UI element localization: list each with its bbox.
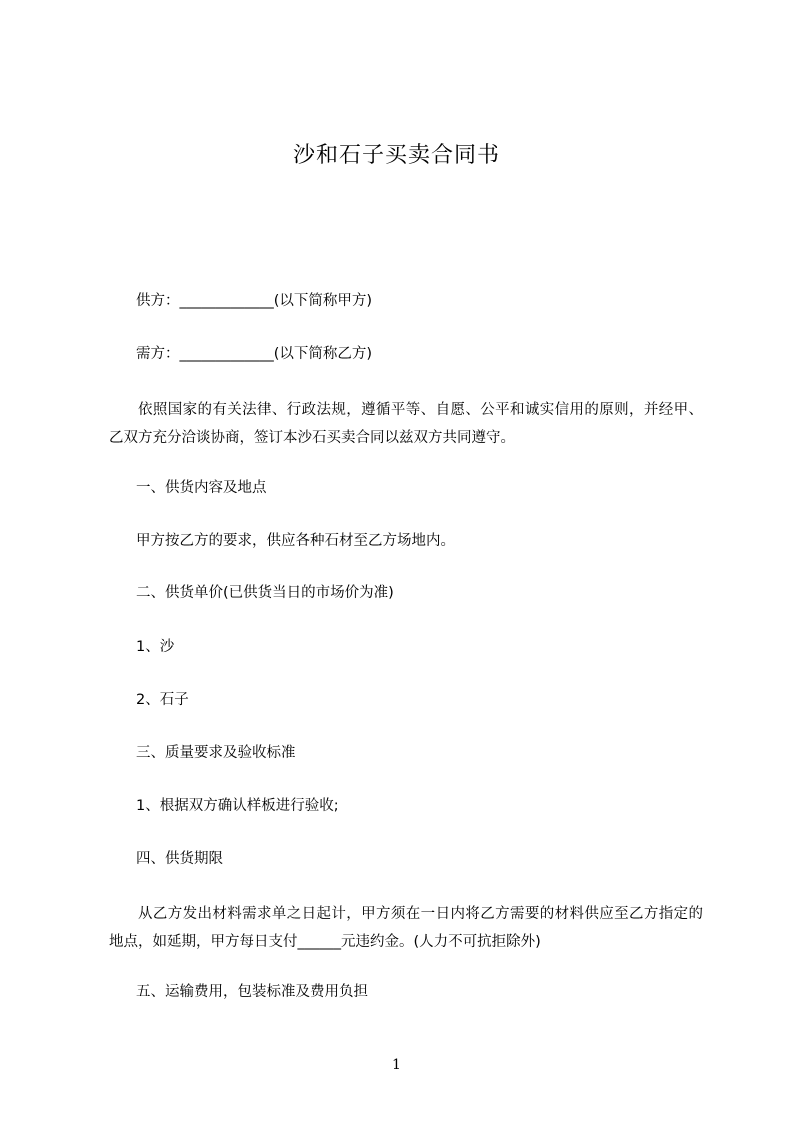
section-3-heading: 三、质量要求及验收标准 bbox=[136, 745, 296, 761]
section-2-heading: 二、供货单价(已供货当日的市场价为准) bbox=[136, 585, 394, 601]
supplier-line: 供方：_____________(以下简称甲方) bbox=[136, 293, 373, 309]
buyer-line: 需方：_____________(以下简称乙方) bbox=[136, 346, 373, 362]
intro-paragraph: 依照国家的有关法律、行政法规，遵循平等、自愿、公平和诚实信用的原则，并经甲、乙双方充分洽谈协商，签订本沙石买卖合同以兹双方共同遵守。 bbox=[109, 402, 703, 446]
document-title: 沙和石子买卖合同书 bbox=[292, 143, 500, 168]
section-3-item-1: 1、根据双方确认样板进行验收; bbox=[136, 798, 339, 814]
section-5-heading: 五、运输费用，包装标准及费用负担 bbox=[136, 984, 368, 1000]
section-2-item-sand: 1、沙 bbox=[136, 639, 175, 655]
section-2-item-stone: 2、石子 bbox=[136, 692, 189, 708]
section-4-body: 从乙方发出材料需求单之日起计，甲方须在一日内将乙方需要的材料供应至乙方指定的地点，如延期，甲方每日支付______元违约金。(人力不可抗拒除外) bbox=[109, 906, 703, 950]
section-1-heading: 一、供货内容及地点 bbox=[136, 480, 267, 496]
page-number: 1 bbox=[392, 1057, 401, 1073]
section-1-body: 甲方按乙方的要求，供应各种石材至乙方场地内。 bbox=[136, 533, 455, 549]
section-4-heading: 四、供货期限 bbox=[136, 851, 223, 867]
